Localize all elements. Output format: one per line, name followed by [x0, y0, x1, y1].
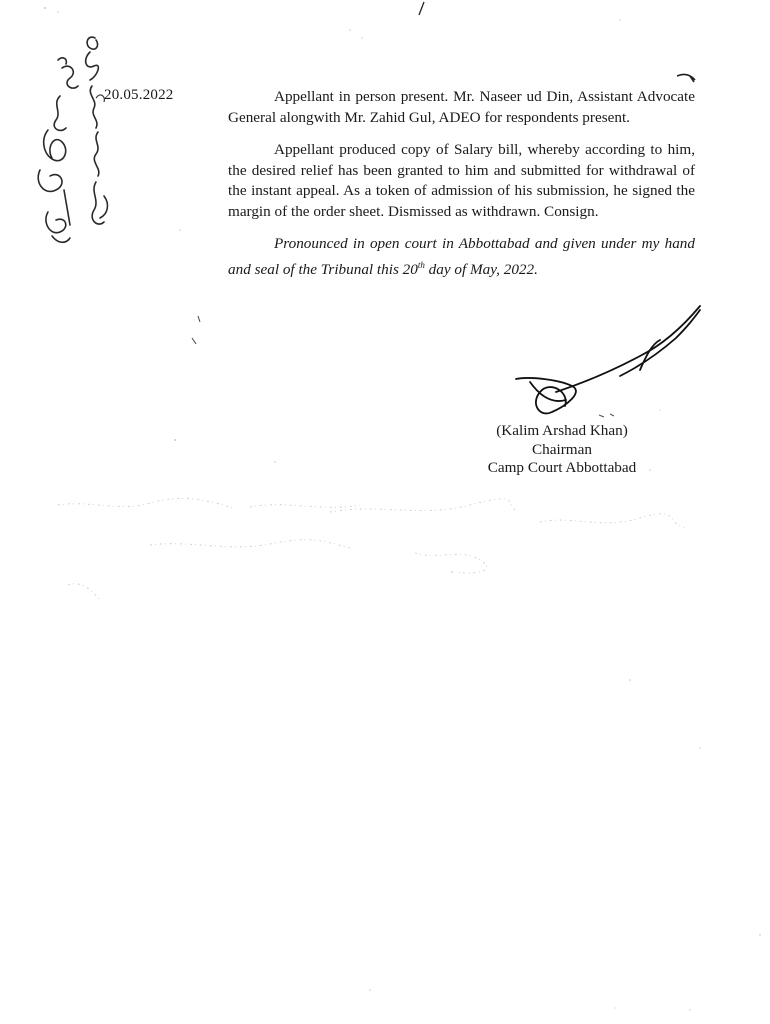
signatory-designation: Chairman	[532, 440, 592, 458]
pronouncement-text: Pronounced in open court in Abbottabad and given under my hand and seal of the Tribunal this 20	[228, 235, 695, 278]
paragraph-attendance: Appellant in person present. Mr. Naseer ud Din, Assistant Advocate General alongwith Mr. Zahid Gul, ADEO for respondents present.	[228, 88, 695, 126]
signatory-name: (Kalim Arshad Khan)	[496, 422, 628, 439]
pronouncement-text-end: day of May, 2022.	[424, 260, 538, 278]
paragraph-pronouncement	[228, 234, 695, 280]
signature-block	[462, 422, 662, 478]
order-text	[228, 87, 695, 292]
paragraph-order: Appellant produced copy of Salary bill, whereby according to him, the desired relief has been granted to him and submitted for withdrawal of the instant appeal. As a token of admission of his submission, he signed the margin of the order sheet. Dismissed as withdrawn. Consign.	[228, 141, 695, 220]
order-date: 20.05.2022	[104, 87, 174, 103]
signatory-court: Camp Court Abbottabad	[487, 459, 637, 476]
pronouncement-ordinal: th	[417, 259, 425, 270]
